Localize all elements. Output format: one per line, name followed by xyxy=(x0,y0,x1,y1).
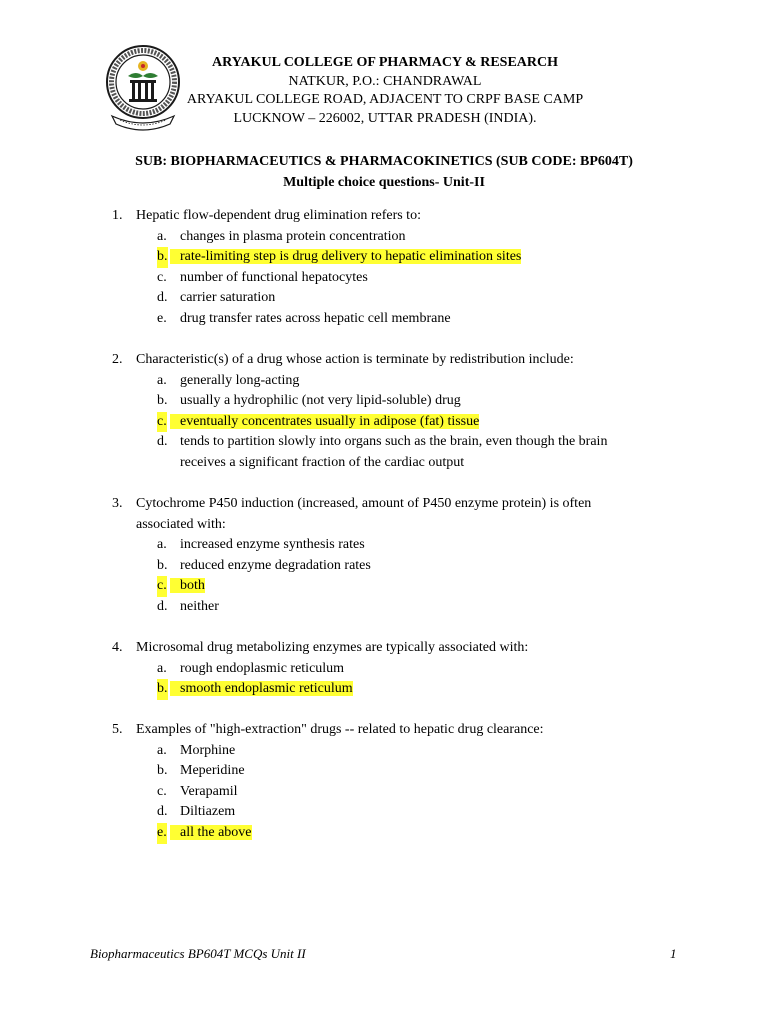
question-text: Microsomal drug metabolizing enzymes are typically associated with: xyxy=(136,640,529,655)
page-number: 1 xyxy=(670,946,677,961)
option-letter: a. xyxy=(157,537,167,553)
option-text: Meperidine xyxy=(180,763,245,779)
option-b xyxy=(112,391,652,412)
option-a xyxy=(112,741,652,762)
option-letter: b. xyxy=(157,247,168,268)
footer-title: Biopharmaceutics BP604T MCQs Unit II xyxy=(90,946,306,961)
question-number: 1. xyxy=(112,208,123,223)
address-line-1: NATKUR, P.O.: CHANDRAWAL xyxy=(288,73,482,89)
question-text: Characteristic(s) of a drug whose action is terminate by redistribution include: xyxy=(136,352,574,367)
question-stem xyxy=(112,350,652,371)
option-letter: c. xyxy=(157,783,167,799)
option-text: Morphine xyxy=(180,742,236,758)
question-number: 5. xyxy=(112,722,123,737)
option-text: rough endoplasmic reticulum xyxy=(180,660,345,676)
option-text: number of functional hepatocytes xyxy=(180,269,368,285)
college-name: ARYAKUL COLLEGE OF PHARMACY & RESEARCH xyxy=(211,55,559,70)
option-text: Diltiazem xyxy=(180,804,236,820)
option-text: usually a hydrophilic (not very lipid-soluble) drug xyxy=(180,393,461,409)
option-d xyxy=(112,802,652,823)
question-number: 3. xyxy=(112,496,123,511)
option-letter: b. xyxy=(157,763,168,779)
option-text: both xyxy=(170,578,205,593)
option-c xyxy=(112,268,652,289)
option-letter: e. xyxy=(157,823,167,844)
question-stem xyxy=(112,494,652,535)
option-b-correct xyxy=(112,247,652,268)
option-letter: a. xyxy=(157,228,167,244)
option-d xyxy=(112,288,652,309)
question-4 xyxy=(112,638,652,700)
option-c-correct xyxy=(112,412,652,433)
option-c xyxy=(112,782,652,803)
option-e xyxy=(112,309,652,330)
option-text: neither xyxy=(180,598,219,614)
subject-title: SUB: BIOPHARMACEUTICS & PHARMACOKINETICS (SUB CODE: BP604T) xyxy=(135,154,633,169)
option-a xyxy=(112,659,652,680)
institution-header xyxy=(170,54,600,129)
question-stem xyxy=(112,720,652,741)
subject-heading xyxy=(0,152,768,194)
option-letter: a. xyxy=(157,372,167,388)
option-text: carrier saturation xyxy=(180,290,276,306)
option-letter: d. xyxy=(157,434,168,450)
question-text: Cytochrome P450 induction (increased, amount of P450 enzyme protein) is often associated with: xyxy=(136,496,592,532)
question-number: 2. xyxy=(112,352,123,367)
option-letter: e. xyxy=(157,310,167,326)
question-1 xyxy=(112,206,652,330)
option-letter: d. xyxy=(157,290,168,306)
question-3 xyxy=(112,494,652,618)
question-2 xyxy=(112,350,652,474)
option-a xyxy=(112,371,652,392)
option-text: drug transfer rates across hepatic cell membrane xyxy=(180,310,451,326)
option-letter: a. xyxy=(157,742,167,758)
question-stem xyxy=(112,638,652,659)
option-text: eventually concentrates usually in adipose (fat) tissue xyxy=(170,414,479,429)
option-letter: b. xyxy=(157,679,168,700)
option-text: rate-limiting step is drug delivery to hepatic elimination sites xyxy=(170,249,521,264)
option-text: tends to partition slowly into organs such as the brain, even though the brain receives a significant fraction of the cardiac output xyxy=(180,434,608,470)
option-text: changes in plasma protein concentration xyxy=(180,228,406,244)
option-letter: b. xyxy=(157,557,168,573)
option-d xyxy=(112,597,652,618)
option-e-correct xyxy=(112,823,652,844)
question-number: 4. xyxy=(112,640,123,655)
option-a xyxy=(112,535,652,556)
option-letter: a. xyxy=(157,660,167,676)
option-text: smooth endoplasmic reticulum xyxy=(170,681,353,696)
option-letter: d. xyxy=(157,804,168,820)
option-b xyxy=(112,761,652,782)
question-5 xyxy=(112,720,652,844)
option-text: generally long-acting xyxy=(180,372,300,388)
subject-subtitle: Multiple choice questions- Unit-II xyxy=(283,174,485,190)
option-text: Verapamil xyxy=(180,783,238,799)
option-b-correct xyxy=(112,679,652,700)
option-b xyxy=(112,556,652,577)
address-line-3: LUCKNOW – 226002, UTTAR PRADESH (INDIA). xyxy=(233,111,537,127)
option-text: increased enzyme synthesis rates xyxy=(180,537,365,553)
option-letter: c. xyxy=(157,412,167,433)
option-a xyxy=(112,227,652,248)
question-text: Examples of "high-extraction" drugs -- related to hepatic drug clearance: xyxy=(136,722,544,737)
option-letter: b. xyxy=(157,393,168,409)
option-letter: d. xyxy=(157,598,168,614)
option-letter: c. xyxy=(157,269,167,285)
question-text: Hepatic flow-dependent drug elimination refers to: xyxy=(136,208,421,223)
option-c-correct xyxy=(112,576,652,597)
address-line-2: ARYAKUL COLLEGE ROAD, ADJACENT TO CRPF BASE CAMP xyxy=(186,92,584,108)
option-text: all the above xyxy=(170,825,252,840)
option-letter: c. xyxy=(157,576,167,597)
option-text: reduced enzyme degradation rates xyxy=(180,557,371,573)
option-d xyxy=(112,432,652,473)
question-stem xyxy=(112,206,652,227)
